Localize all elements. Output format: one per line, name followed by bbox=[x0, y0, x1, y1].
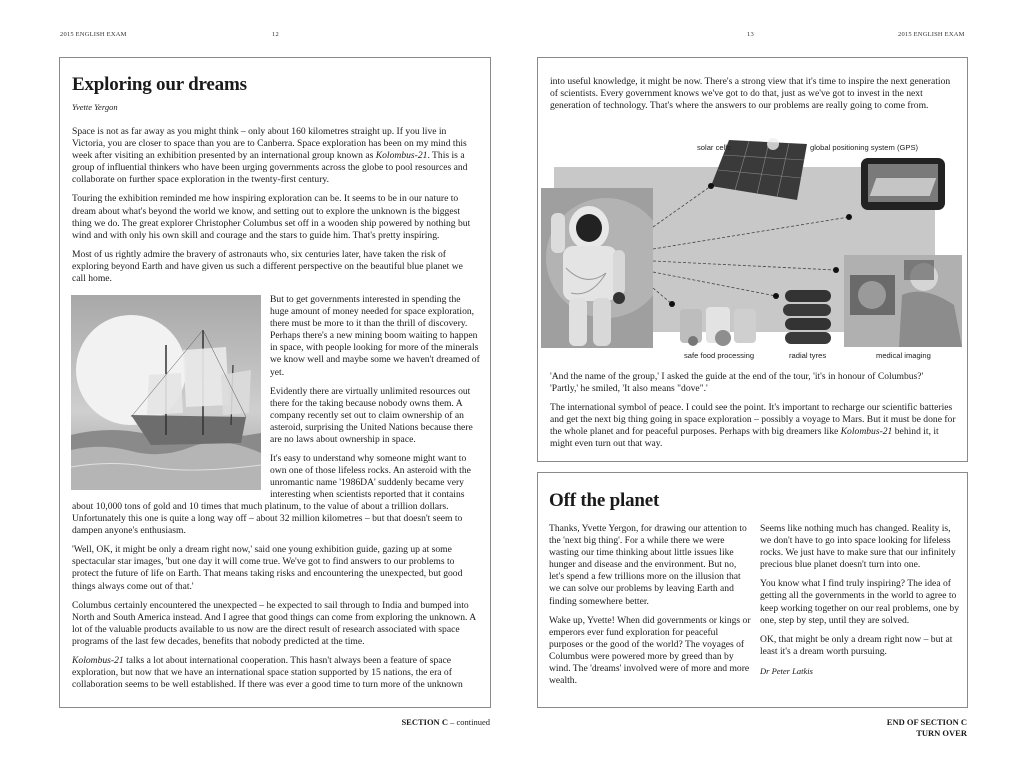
exam-header-right: 2015 ENGLISH EXAM bbox=[898, 31, 965, 38]
connector-dot bbox=[773, 293, 779, 299]
label-gps: global positioning system (GPS) bbox=[810, 143, 919, 152]
letter-paragraph: Thanks, Yvette Yergon, for drawing our attention to the 'next big thing'. For a while there we were wasting our time thinking about little issues like hunger and disease and the environment. But no, let's spend a few trillions more on the illusion that we can solve our problems by leaving Earth and finding somewhere better. bbox=[549, 523, 747, 607]
letter-paragraph: Seems like nothing much has changed. Reality is, we don't have to go into space looking for lifeless rocks. We just have to make sure that our infinitely precious blue planet doesn't turn into one. bbox=[760, 523, 956, 571]
article-paragraph: Kolombus-21 talks a lot about international cooperation. This hasn't always been a feature of space exploration, but now that we have an international space station supported by 15 nations, the era of collaboration seems to be well established. If there was ever a good time to turn more of the unknown bbox=[72, 655, 463, 691]
connector-dot bbox=[846, 214, 852, 220]
section-footer-left: SECTION C – continued bbox=[401, 717, 490, 727]
connector-dot bbox=[669, 301, 675, 307]
group-name: Kolombus-21 bbox=[375, 150, 428, 162]
article-paragraph: Most of us rightly admire the bravery of astronauts who, six centuries later, have taken the risk of exploring beyond Earth and have given us such a different perspective on the beautiful blue planet we call home. bbox=[72, 248, 463, 285]
article-author: Yvette Yergon bbox=[72, 102, 118, 112]
article-closing bbox=[550, 371, 960, 451]
connector-dot bbox=[708, 183, 714, 189]
connector-lines bbox=[538, 138, 969, 368]
label-safe-food-processing: safe food processing bbox=[684, 351, 755, 360]
exam-header-left: 2015 ENGLISH EXAM bbox=[60, 31, 127, 38]
letter-column-2 bbox=[760, 523, 960, 677]
closing-paragraph: The international symbol of peace. I could see the point. It's important to recharge our scientific batteries and get the next big thing going in space exploration – possibly a voyage to Mars. But it must be done for the whole planet and for peaceful purposes. Perhaps with big dreamers like Kolombus-21 behind it, it might even turn out that way. bbox=[550, 402, 956, 450]
dialogue-line: 'And the name of the group,' I asked the guide at the end of the tour, 'it's in honour of Columbus?' bbox=[550, 371, 924, 382]
spinoff-diagram bbox=[538, 138, 969, 368]
article-paragraph: Touring the exhibition reminded me how inspiring exploration can be. It seems to be in our nature to dream about what's beyond the world we know, and setting out to explore the unknown is the biggest thing we do. The great explorer Christopher Columbus set off in a wooden ship powered by nothing but wind and with only his own skill and courage and the stars to guide him. That's pretty inspiring. bbox=[72, 193, 471, 241]
article-paragraph: 'Well, OK, it might be only a dream right now,' said one young exhibition guide, gazing up at some spectacular star images, 'but one day it will come true. We've got to find answers to our problems to protect the future of life on Earth. That means taking risks and encountering the unexpected, but good things always come out of that.' bbox=[72, 544, 463, 592]
connector-dot bbox=[833, 267, 839, 273]
label-medical-imaging: medical imaging bbox=[876, 351, 931, 360]
article-header bbox=[72, 74, 480, 112]
letter-signature: Dr Peter Latkis bbox=[760, 665, 813, 676]
letter-paragraph: You know what I find truly inspiring? The idea of getting all the governments in the world to agree to keep working together on our real problems, one by one, step by step, until they are solved. bbox=[760, 578, 960, 626]
article-paragraph: It's easy to understand why someone might want to own one of those lifeless rocks. An asteroid with the unromantic name '1986DA' suddenly became very interesting when scientists reported that it contains bbox=[270, 453, 471, 501]
article-continued-box bbox=[537, 57, 968, 462]
article-bottom bbox=[72, 501, 480, 691]
ship-illustration bbox=[71, 295, 261, 490]
article-paragraph: Evidently there are virtually unlimited resources out there for the taking because nobody owns them. A company recently set out to claim ownership of an asteroid, surprising the United Nations because there are no laws about ownership in space. bbox=[270, 385, 473, 446]
dialogue-line: 'Partly,' he smiled, 'It also means "dove".' bbox=[550, 383, 708, 395]
letter-column-1 bbox=[549, 523, 751, 687]
article-side-column bbox=[270, 294, 480, 502]
letter-title: Off the planet bbox=[549, 490, 660, 511]
label-solar-cells: solar cells bbox=[697, 143, 731, 152]
article-intro bbox=[72, 126, 478, 292]
letter-paragraph: OK, that might be only a dream right now – but at least it's a dream worth pursuing. bbox=[760, 633, 953, 657]
article-box bbox=[59, 57, 491, 708]
page-number-left: 12 bbox=[272, 31, 279, 38]
group-name: Kolombus-21 bbox=[840, 426, 893, 438]
group-name: Kolombus-21 bbox=[72, 655, 124, 667]
continued-paragraph: into useful knowledge, it might be now. There's a strong view that it's time to inspire the next generation of scientists. Every government knows we've got to do that, just as we've got to invest in the next generation of technology. That's where the answers to our problems are really going to come from. bbox=[550, 76, 951, 112]
page-number-right: 13 bbox=[747, 31, 754, 38]
letter-box bbox=[537, 472, 968, 708]
article-paragraph: about 10,000 tons of gold and 10 times that much platinum, to the value of about a trillion dollars. Unfortunately this one is quite a long way off – about 32 million kilometres – but that doesn't seem to dampen anyone's enthusiasm. bbox=[72, 501, 463, 537]
letter-paragraph: Wake up, Yvette! When did governments or kings or emperors ever fund exploration for peaceful purposes or the good of the world? The voyages of Columbus were powered more by greed than by wind. The 'dreams' involved were of more and more wealth. bbox=[549, 614, 751, 687]
article-paragraph: But to get governments interested in spending the huge amount of money needed for space exploration, there must be more to it than the thrill of discovery. Perhaps there's a new mining boom waiting to happen in space, with people looking for more of the minerals we know well and maybe some we haven't dreamed of yet. bbox=[270, 294, 480, 378]
article-paragraph: Space is not as far away as you might think – only about 160 kilometres straight up. If you live in Victoria, you are closer to space than you are to Canberra. Space exploration has been on my mind this week after visiting an exhibition presented by an international group known as Kolombus-21. This is a group of influential thinkers who have been urging governments across the globe to pool resources and collaborate on further space exploration in the twenty-first century. bbox=[72, 126, 468, 186]
article-title: Exploring our dreams bbox=[72, 74, 247, 95]
article-paragraph: Columbus certainly encountered the unexpected – he expected to sail through to India and bumped into North and South America instead. And I agree that good things can come from exploring the unknown. A lot of the valuable products available to us now are the direct result of research associated with space programs of the last few decades, benefits that nobody predicted at the time. bbox=[72, 599, 476, 647]
label-radial-tyres: radial tyres bbox=[789, 351, 827, 360]
section-footer-right: END OF SECTION C TURN OVER bbox=[886, 717, 967, 738]
